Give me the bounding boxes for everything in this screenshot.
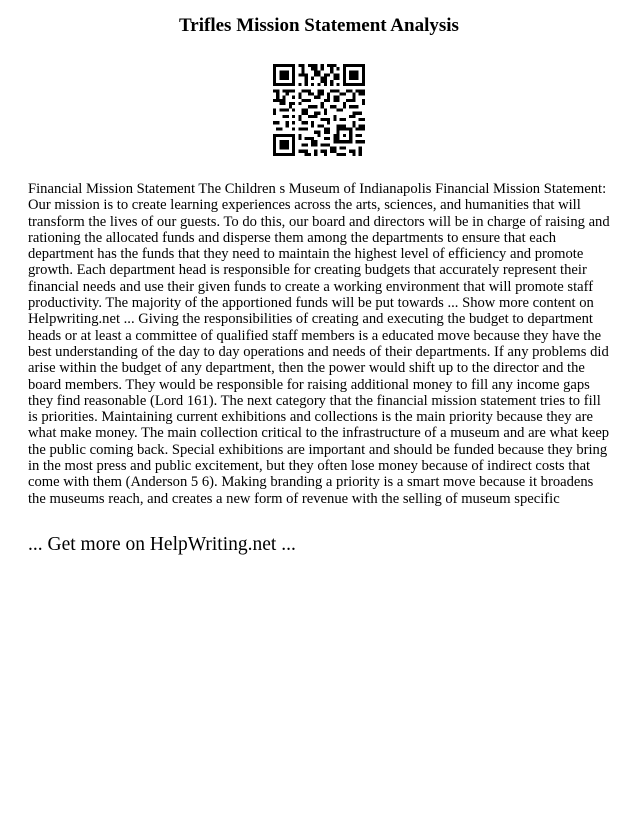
document-body-text: Financial Mission Statement The Children s Museum of Indianapolis Financial Mission Statement: Our mission is to create learning experiences across the arts, sciences, and humanities that will transform the lives of our guests. To do this, our board and directors will be in charge of raising and rationing the allocated funds and disperse them among the departments to ensure that each department has the funds that they need to maintain the highest level of efficiency and promote growth. Each department head is responsible for creating budgets that accurately represent their financial needs and use their given funds to create a working environment that will promote staff productivity. The majority of the apportioned funds will be put towards ... Show more content on Helpwriting.net ... Giving the responsibilities of creating and executing the budget to department heads or at least a committee of qualified staff members is a educated move because they have the best understanding of the day to day operations and needs of their departments. If any problems did arise within the budget of any department, then the power would shift up to the director and the board members. They would be responsible for raising additional money to fill any income gaps they find reasonable (Lord 161). The next category that the financial mission statement tries to fill is priorities. Maintaining current exhibitions and collections is the main priority because they are what make money. The main collection critical to the infrastructure of a museum and are what keep the public coming back. Special exhibitions are important and should be funded because they bring in the most press and public excitement, but they often lose money because of indirect costs that come with them (Anderson 5 6). Making branding a priority is a smart move because it broadens the museums reach, and creates a new form of revenue with the selling of museum specific: [28, 181, 610, 507]
qr-code-icon: [273, 64, 365, 156]
page-title: Trifles Mission Statement Analysis: [179, 15, 459, 36]
get-more-link[interactable]: ... Get more on HelpWriting.net ...: [28, 534, 296, 555]
